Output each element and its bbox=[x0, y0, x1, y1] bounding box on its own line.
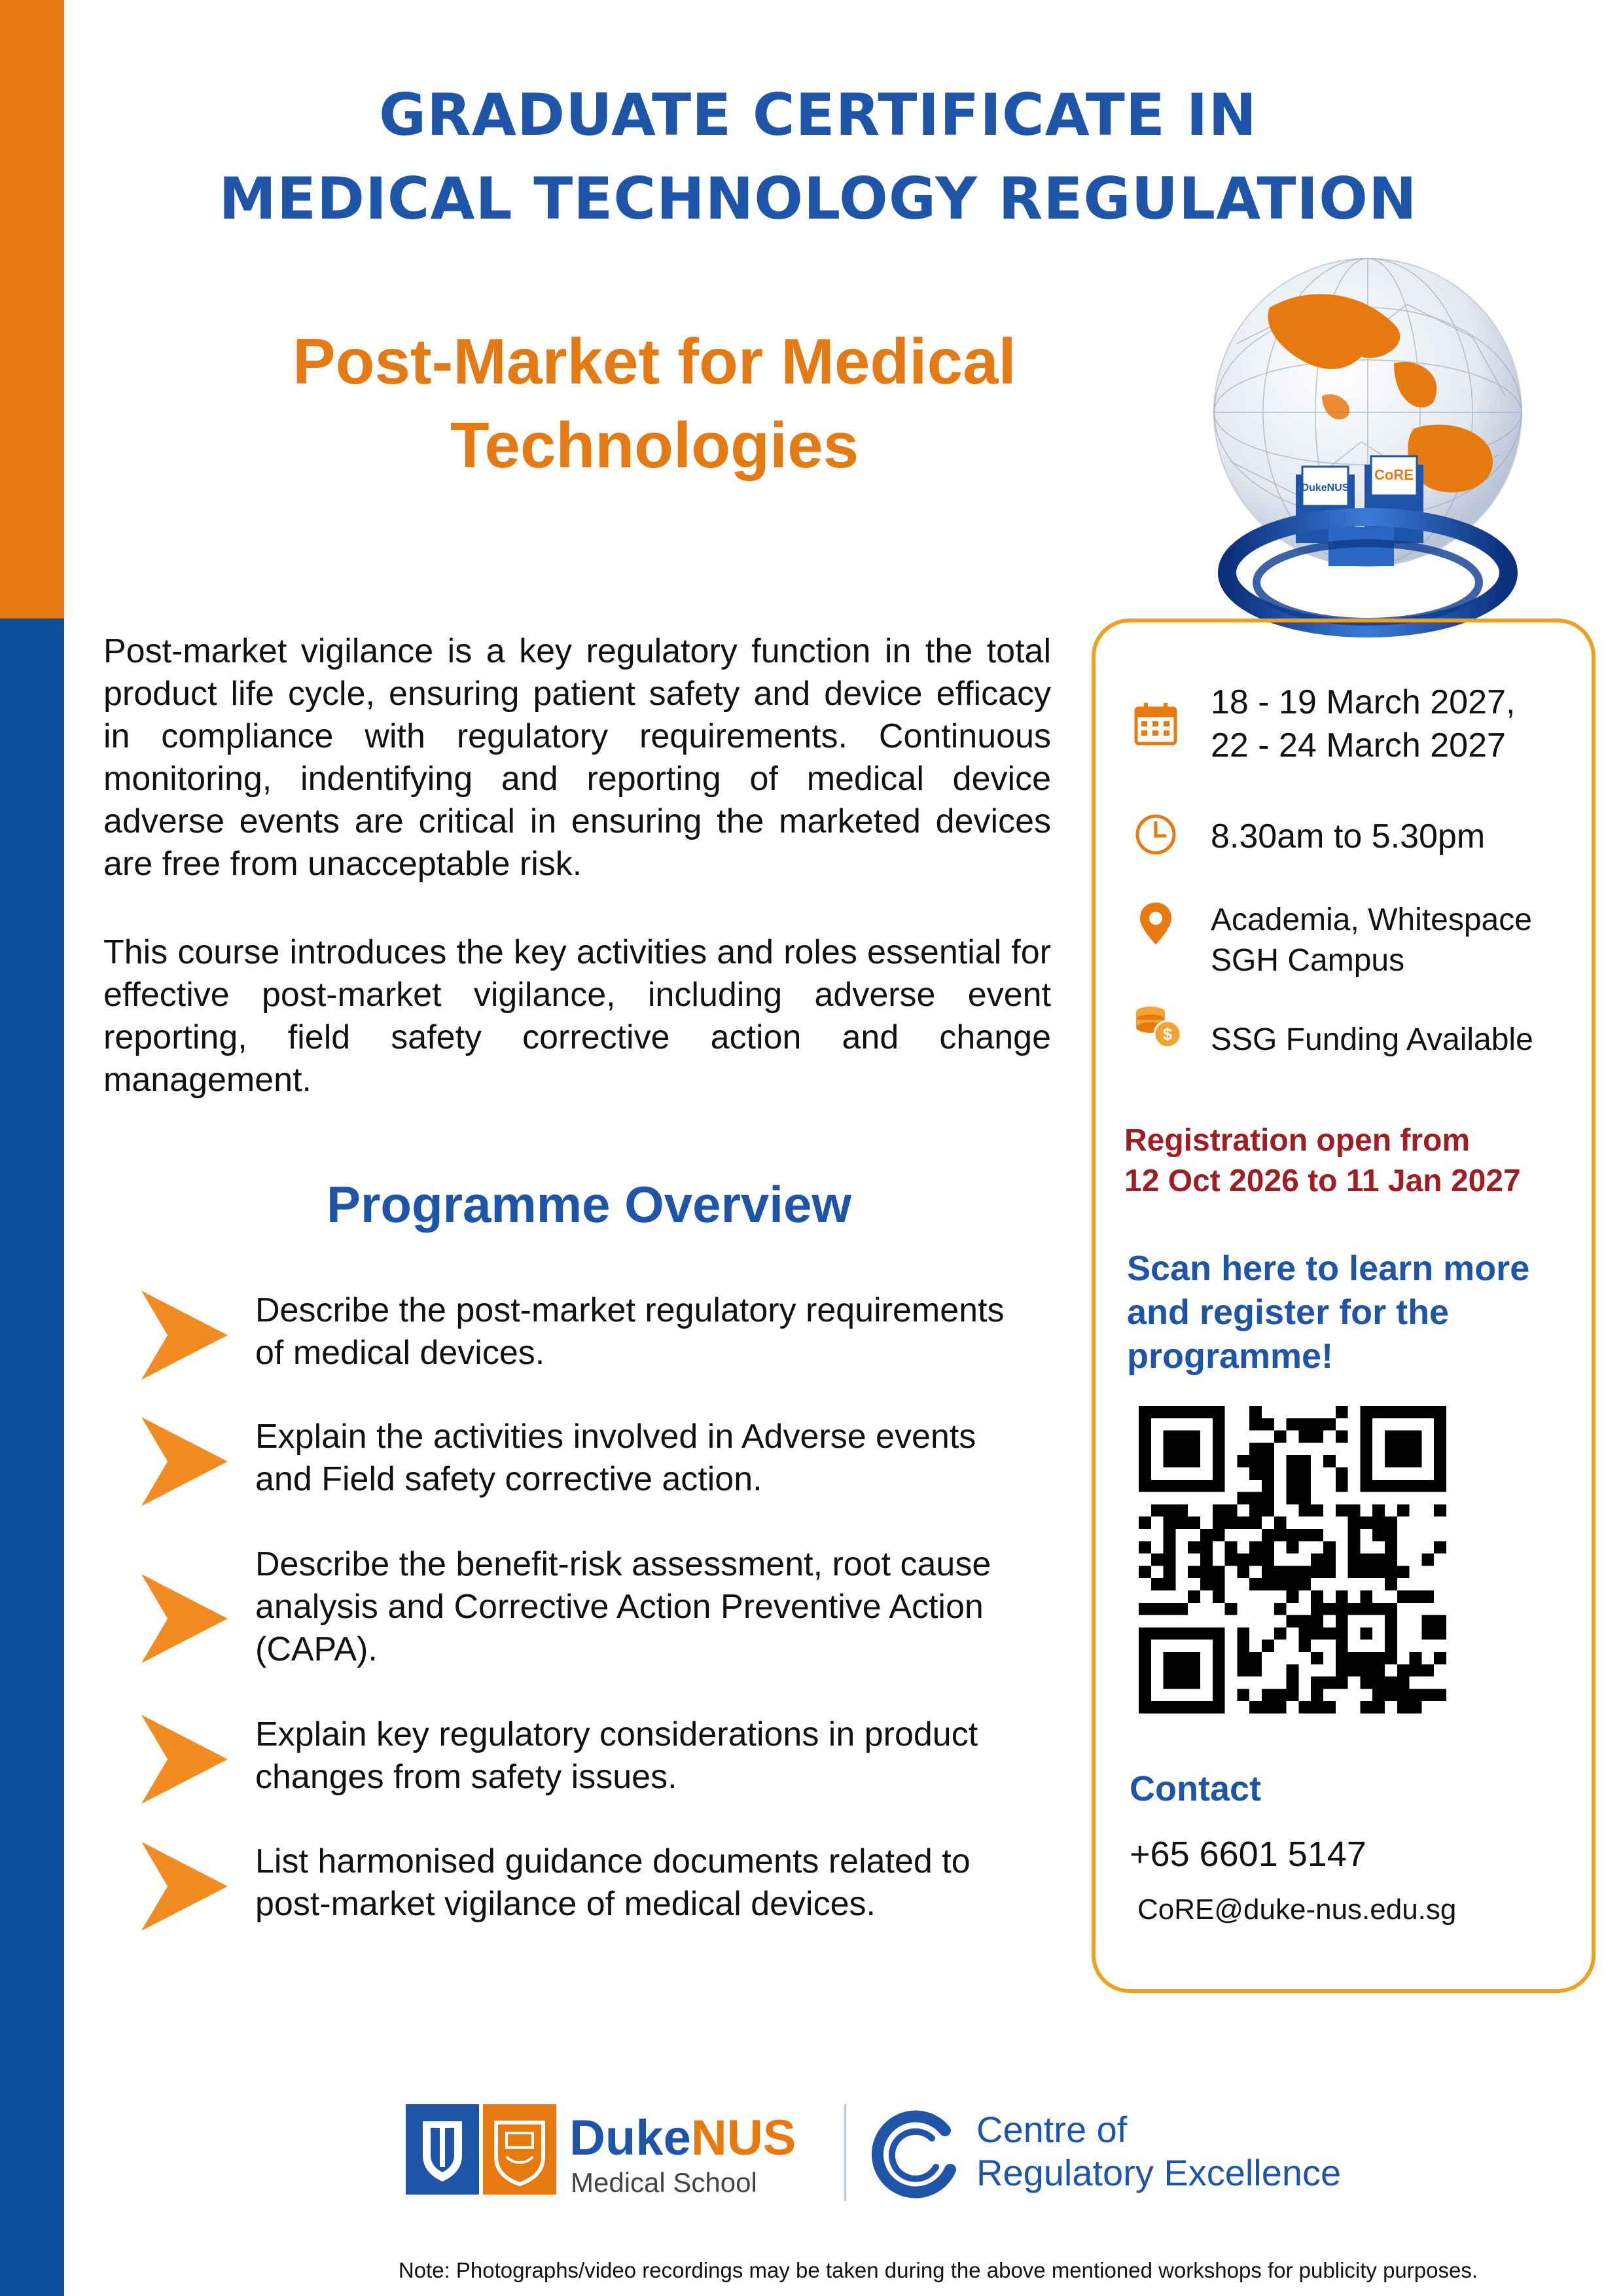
overview-item bbox=[139, 1289, 1068, 1420]
overview-item bbox=[139, 1713, 1068, 1844]
course-title-line2: Technologies bbox=[450, 409, 859, 481]
venue-line1: Academia, Whitespace bbox=[1211, 903, 1532, 937]
core-wordmark-line2: Regulatory Excellence bbox=[976, 2152, 1342, 2193]
overview-item-line: Describe the post-market regulatory requirements bbox=[255, 1291, 1005, 1329]
dukenus-wordmark-nus: NUS bbox=[690, 2110, 796, 2166]
contact-phone[interactable]: +65 6601 5147 bbox=[1130, 1835, 1366, 1874]
registration-line1: Registration open from bbox=[1124, 1123, 1471, 1158]
page-title bbox=[131, 73, 1505, 241]
overview-item-line: Describe the benefit-risk assessment, root cause bbox=[255, 1545, 991, 1583]
registration-period bbox=[1124, 1121, 1521, 1202]
core-wordmark bbox=[976, 2108, 1341, 2195]
footer-logos bbox=[406, 2104, 1342, 2209]
overview-item bbox=[139, 1840, 1068, 1971]
arrow-right-icon bbox=[139, 1289, 230, 1381]
course-title bbox=[164, 319, 1145, 487]
time-text: 8.30am to 5.30pm bbox=[1211, 817, 1486, 855]
overview-item-line: Explain key regulatory considerations in product bbox=[255, 1715, 978, 1753]
location-pin-icon bbox=[1132, 900, 1179, 947]
overview-item bbox=[139, 1543, 1068, 1674]
dukenus-wordmark bbox=[569, 2111, 796, 2166]
overview-item-line: post-market vigilance of medical devices. bbox=[255, 1885, 876, 1923]
overview-item-line: List harmonised guidance documents related to bbox=[255, 1842, 971, 1880]
overview-item-line: of medical devices. bbox=[255, 1334, 545, 1372]
core-wordmark-line1: Centre of bbox=[976, 2109, 1128, 2150]
duke-shield-logo bbox=[406, 2104, 479, 2195]
nus-crest-logo bbox=[483, 2104, 556, 2195]
venue-line2: SGH Campus bbox=[1211, 943, 1405, 978]
footer-note: Note: Photographs/video recordings may be taken during the above mentioned workshops for publicity purposes. bbox=[398, 2258, 1478, 2282]
duke-badge-label: DukeNUS bbox=[1301, 482, 1349, 493]
logo-divider bbox=[844, 2104, 846, 2201]
calendar-icon bbox=[1132, 700, 1179, 747]
coins-icon bbox=[1132, 1000, 1185, 1052]
dates-line1: 18 - 19 March 2027, bbox=[1211, 683, 1516, 721]
dates-line2: 22 - 24 March 2027 bbox=[1211, 726, 1506, 764]
arrow-right-icon bbox=[139, 1840, 230, 1932]
clock-icon bbox=[1132, 811, 1179, 858]
page-title-line2: MEDICAL TECHNOLOGY REGULATION bbox=[219, 165, 1418, 232]
svg-text:$: $ bbox=[1162, 1024, 1173, 1044]
dukenus-subtitle: Medical School bbox=[571, 2167, 757, 2198]
qr-code[interactable] bbox=[1139, 1406, 1446, 1713]
scan-line1: Scan here to learn more bbox=[1127, 1249, 1530, 1288]
funding-text: SSG Funding Available bbox=[1211, 1022, 1533, 1057]
overview-item-line: and Field safety corrective action. bbox=[255, 1460, 762, 1498]
course-title-line1: Post-Market for Medical bbox=[293, 325, 1016, 397]
overview-item-line: changes from safety issues. bbox=[255, 1758, 677, 1796]
arrow-right-icon bbox=[139, 1713, 230, 1805]
scan-prompt bbox=[1127, 1247, 1585, 1378]
arrow-right-icon bbox=[139, 1416, 230, 1507]
contact-email[interactable]: CoRE@duke-nus.edu.sg bbox=[1137, 1893, 1457, 1926]
intro-paragraph-1: Post-market vigilance is a key regulatory function in the total product life cycle, ensuring patient safety and device efficacy in compliance with regulatory requirements. Continuous monitoring, indentifying and reporting of medical device adverse events are critical in ensuring the marketed devices are free from unacceptable risk. bbox=[103, 632, 1051, 883]
dukenus-wordmark-duke: Duke bbox=[569, 2110, 691, 2166]
side-bar-orange bbox=[0, 0, 64, 619]
scan-line3: programme! bbox=[1127, 1336, 1334, 1376]
overview-title: Programme Overview bbox=[326, 1175, 852, 1233]
core-badge-label: CoRE bbox=[1374, 467, 1414, 483]
scan-line2: and register for the bbox=[1127, 1293, 1450, 1332]
contact-title: Contact bbox=[1130, 1769, 1261, 1808]
page-title-line1: GRADUATE CERTIFICATE IN bbox=[378, 81, 1258, 149]
globe-illustration bbox=[1198, 245, 1538, 664]
core-ring-logo bbox=[866, 2104, 961, 2199]
arrow-right-icon bbox=[139, 1573, 230, 1664]
overview-item bbox=[139, 1416, 1068, 1547]
overview-item-line: (CAPA). bbox=[255, 1630, 378, 1668]
registration-line2: 12 Oct 2026 to 11 Jan 2027 bbox=[1124, 1164, 1521, 1198]
side-bar-blue bbox=[0, 619, 64, 2296]
overview-item-line: analysis and Corrective Action Preventive Action bbox=[255, 1588, 984, 1626]
intro-paragraph-2: This course introduces the key activities and roles essential for effective post-market vigilance, including adverse event reporting, field safety corrective action and change management. bbox=[103, 933, 1051, 1099]
overview-item-line: Explain the activities involved in Adverse events bbox=[255, 1418, 976, 1456]
